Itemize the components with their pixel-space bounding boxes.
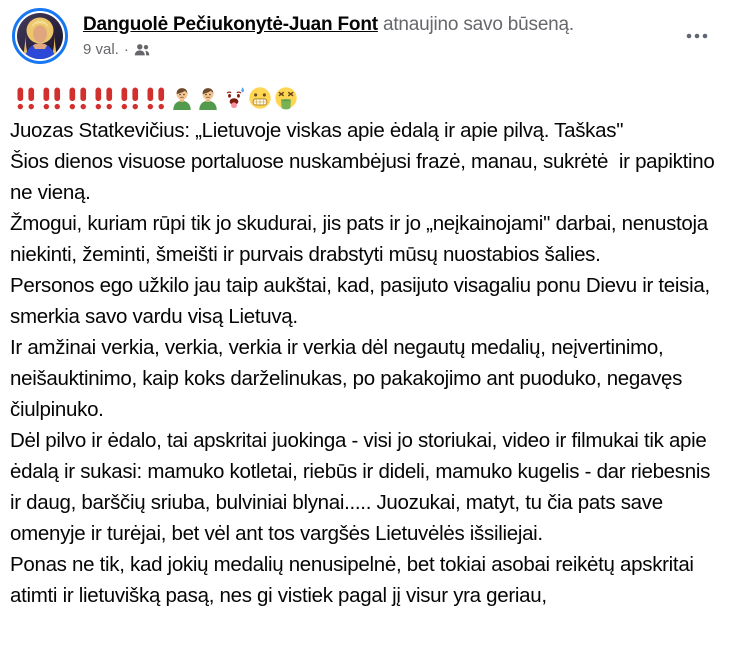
post-meta bbox=[83, 41, 679, 58]
post-paragraph: Šios dienos visuose portaluose nuskambėjusi frazė, manau, sukrėtė ir papiktino ne vieną. bbox=[10, 150, 720, 204]
hot-face-icon bbox=[222, 86, 246, 110]
vomiting-face-icon bbox=[274, 86, 298, 110]
timestamp[interactable]: 9 val. bbox=[83, 41, 119, 58]
post-header bbox=[0, 0, 729, 64]
double-exclamation-icon bbox=[92, 86, 116, 110]
post-text bbox=[10, 115, 720, 611]
avatar-photo bbox=[17, 13, 63, 59]
double-exclamation-icon bbox=[66, 86, 90, 110]
double-exclamation-icon bbox=[14, 86, 38, 110]
author-name[interactable]: Danguolė Pečiukonytė-Juan Font bbox=[83, 14, 378, 35]
double-exclamation-icon bbox=[118, 86, 142, 110]
post-action-text: atnaujino savo būseną. bbox=[382, 14, 574, 35]
post-paragraph: Juozas Statkevičius: „Lietuvoje viskas apie ėdalą ir apie pilvą. Taškas'' bbox=[10, 119, 624, 142]
man-frowning-icon bbox=[170, 86, 194, 110]
meta-separator: · bbox=[123, 41, 129, 58]
post-paragraph: Ponas ne tik, kad jokių medalių nenusipelnė, bet tokiai asobai reikėtų apskritai atimti ir lietuvišką pasą, nes gi vistiek pagal jį visur yra geriau, bbox=[10, 553, 700, 607]
post-paragraph: Dėl pilvo ir ėdalo, tai apskritai juokinga - visi jo storiukai, video ir filmukai tik apie ėdalą ir sukasi: mamuko kotletai, riebūs ir dideli, mamuko kugelis - dar riebesnis ir daug, barščių sriuba, bulviniai blynai..... Juozukai, matyt, tu čia pats save omenyje ir turėjai, bet vėl ant tos vargšės Lietuvėlės išsiliejai. bbox=[10, 429, 716, 545]
emoji-row bbox=[10, 85, 715, 110]
double-exclamation-icon bbox=[144, 86, 168, 110]
post-paragraph: Žmogui, kuriam rūpi tik jo skudurai, jis pats ir jo „neįkainojami'' darbai, nenustoja niekinti, žeminti, šmeišti ir purvais drabstyti mūsų nuostabios šalies. bbox=[10, 212, 714, 266]
more-options-button[interactable] bbox=[679, 18, 715, 54]
name-line bbox=[83, 13, 679, 37]
double-exclamation-icon bbox=[40, 86, 64, 110]
avatar[interactable] bbox=[12, 8, 68, 64]
post-body bbox=[0, 85, 729, 611]
post-paragraph: Ir amžinai verkia, verkia, verkia ir verkia dėl negautų medalių, neįvertinimo, neišauktinimo, kaip koks darželinukas, po pakakojimo ant puoduko, negavęs čiulpinuko. bbox=[10, 336, 688, 421]
friends-privacy-icon bbox=[134, 42, 150, 58]
ellipsis-icon bbox=[685, 32, 709, 40]
grimacing-face-icon bbox=[248, 86, 272, 110]
post-paragraph: Personos ego užkilo jau taip aukštai, kad, pasijuto visagaliu ponu Dievu ir teisia, smerkia savo vardu visą Lietuvą. bbox=[10, 274, 716, 328]
header-text bbox=[83, 8, 679, 58]
man-frowning-icon bbox=[196, 86, 220, 110]
